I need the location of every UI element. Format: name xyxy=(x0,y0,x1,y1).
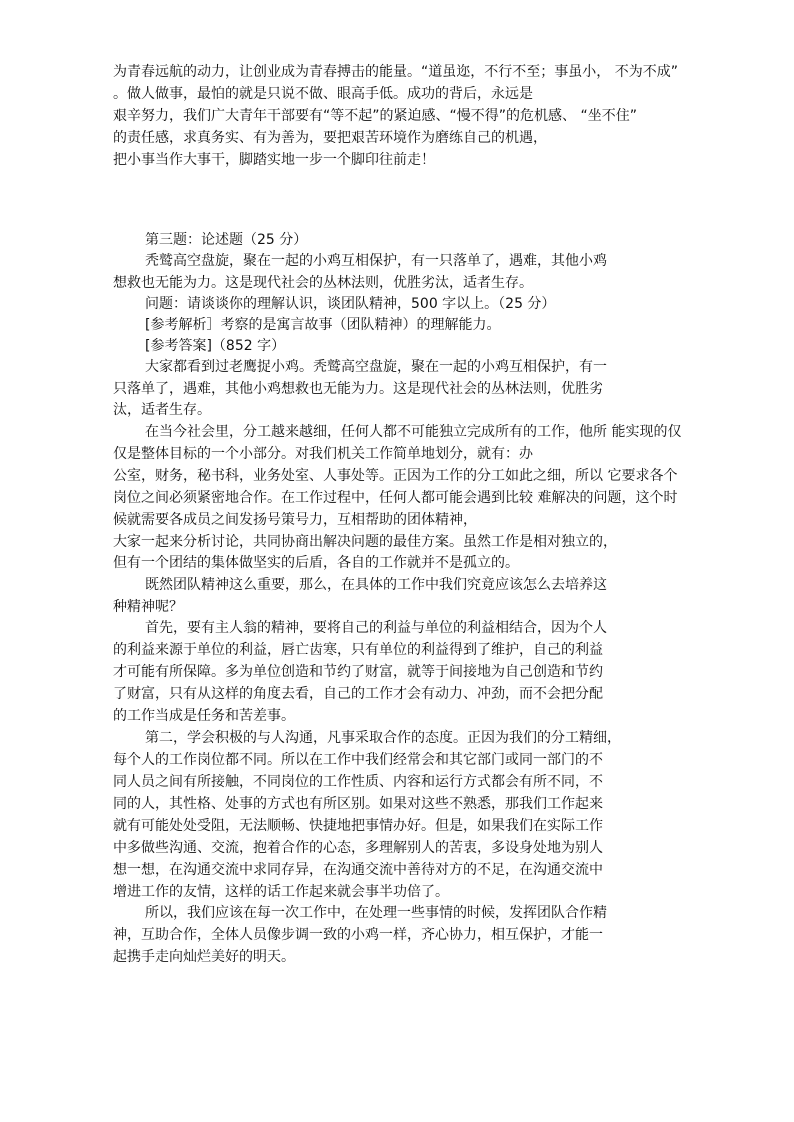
text-line: 想救也无能为力。这是现代社会的丛林法则，优胜劣汰，适者生存。 xyxy=(113,275,533,291)
text-line: 。做人做事，最怕的就是只说不做、眼高手低。成功的背后，永远是 xyxy=(113,86,533,102)
text-line: 大家都看到过老鹰捉小鸡。秃鹫高空盘旋，聚在一起的小鸡互相保护，有一 xyxy=(145,359,607,375)
text-line: 把小事当作大事干，脚踏实地一步一个脚印往前走！ xyxy=(113,152,435,168)
text-line: 起携手走向灿烂美好的明天。 xyxy=(113,949,295,965)
text-line: 才可能有所保障。多为单位创造和节约了财富，就等于间接地为自己创造和节约 xyxy=(113,664,603,680)
text-line: 岗位之间必须紧密地合作。在工作过程中，任何人都可能会遇到比较 难解决的问题，这个时 xyxy=(113,490,678,506)
text-line: 每个人的工作岗位都不同。所以在工作中我们经常会和其它部门或同一部门的不 xyxy=(113,752,603,768)
text-line: 同的人，其性格、处事的方式也有所区别。如果对这些不熟悉，那我们工作起来 xyxy=(113,796,603,812)
text-line: 公室，财务，秘书科，业务处室、人事处等。正因为工作的分工如此之细，所以 它要求各个 xyxy=(113,468,678,484)
answer-heading: [参考答案]（852 字） xyxy=(145,338,286,354)
text-line: 就有可能处处受阻，无法顺畅、快捷地把事情办好。但是，如果我们在实际工作 xyxy=(113,818,603,834)
text-line: 秃鹫高空盘旋，聚在一起的小鸡互相保护，有一只落单了，遇难，其他小鸡 xyxy=(145,253,607,269)
text-line: 神，互助合作，全体人员像步调一致的小鸡一样，齐心协力，相互保护，才能一 xyxy=(113,927,603,943)
question-line: 问题：请谈谈你的理解认识，谈团队精神，500 字以上。（25 分） xyxy=(145,296,556,312)
text-line: 只落单了，遇难，其他小鸡想救也无能为力。这是现代社会的丛林法则，优胜劣 xyxy=(113,381,603,397)
text-line: 艰辛努力，我们广大青年干部要有“等不起”的紧迫感、“慢不得”的危机感、 “坐不住” xyxy=(113,108,637,124)
text-line: 想一想，在沟通交流中求同存异，在沟通交流中善待对方的不足，在沟通交流中 xyxy=(113,862,603,878)
text-line: 同人员之间有所接触，不同岗位的工作性质、内容和运行方式都会有所不同，不 xyxy=(113,774,603,790)
analysis-line: [参考解析］考察的是寓言故事（团队精神）的理解能力。 xyxy=(145,317,501,333)
text-line: 仅是整体目标的一个小部分。对我们机关工作简单地划分，就有：办 xyxy=(113,446,533,462)
section-heading: 第三题：论述题（25 分） xyxy=(145,232,308,248)
text-line: 增进工作的友情，这样的话工作起来就会事半功倍了。 xyxy=(113,884,449,900)
text-line: 的利益来源于单位的利益，唇亡齿寒，只有单位的利益得到了维护，自己的利益 xyxy=(113,642,603,658)
text-line: 候就需要各成员之间发扬号策号力，互相帮助的团体精神， xyxy=(113,512,477,528)
text-line: 大家一起来分析讨论，共同协商出解决问题的最佳方案。虽然工作是相对独立的， xyxy=(113,534,617,550)
text-line: 汰，适者生存。 xyxy=(113,402,211,418)
text-line: 所以，我们应该在每一次工作中，在处理一些事情的时候，发挥团队合作精 xyxy=(145,905,607,921)
text-line: 种精神呢？ xyxy=(113,599,183,615)
text-line: 但有一个团结的集体做坚实的后盾，各自的工作就并不是孤立的。 xyxy=(113,555,519,571)
text-line: 的工作当成是任务和苦差事。 xyxy=(113,708,295,724)
text-line: 的责任感，求真务实、有为善为，要把艰苦环境作为磨练自己的机遇， xyxy=(113,130,547,146)
text-line: 为青春远航的动力，让创业成为青春搏击的能量。“道虽迩，不行不至；事虽小， 不为不成” xyxy=(113,64,678,80)
text-line: 第二，学会积极的与人沟通，凡事采取合作的态度。正因为我们的分工精细， xyxy=(145,730,621,746)
text-line: 了财富，只有从这样的角度去看，自己的工作才会有动力、冲劲，而不会把分配 xyxy=(113,686,603,702)
text-line: 中多做些沟通、交流，抱着合作的心态，多理解别人的苦衷，多设身处地为别人 xyxy=(113,840,603,856)
text-line: 在当今社会里，分工越来越细，任何人都不可能独立完成所有的工作，他所 能实现的仅 xyxy=(145,424,682,440)
text-line: 首先，要有主人翁的精神，要将自己的利益与单位的利益相结合，因为个人 xyxy=(145,620,607,636)
text-line: 既然团队精神这么重要，那么，在具体的工作中我们究竟应该怎么去培养这 xyxy=(145,577,607,593)
